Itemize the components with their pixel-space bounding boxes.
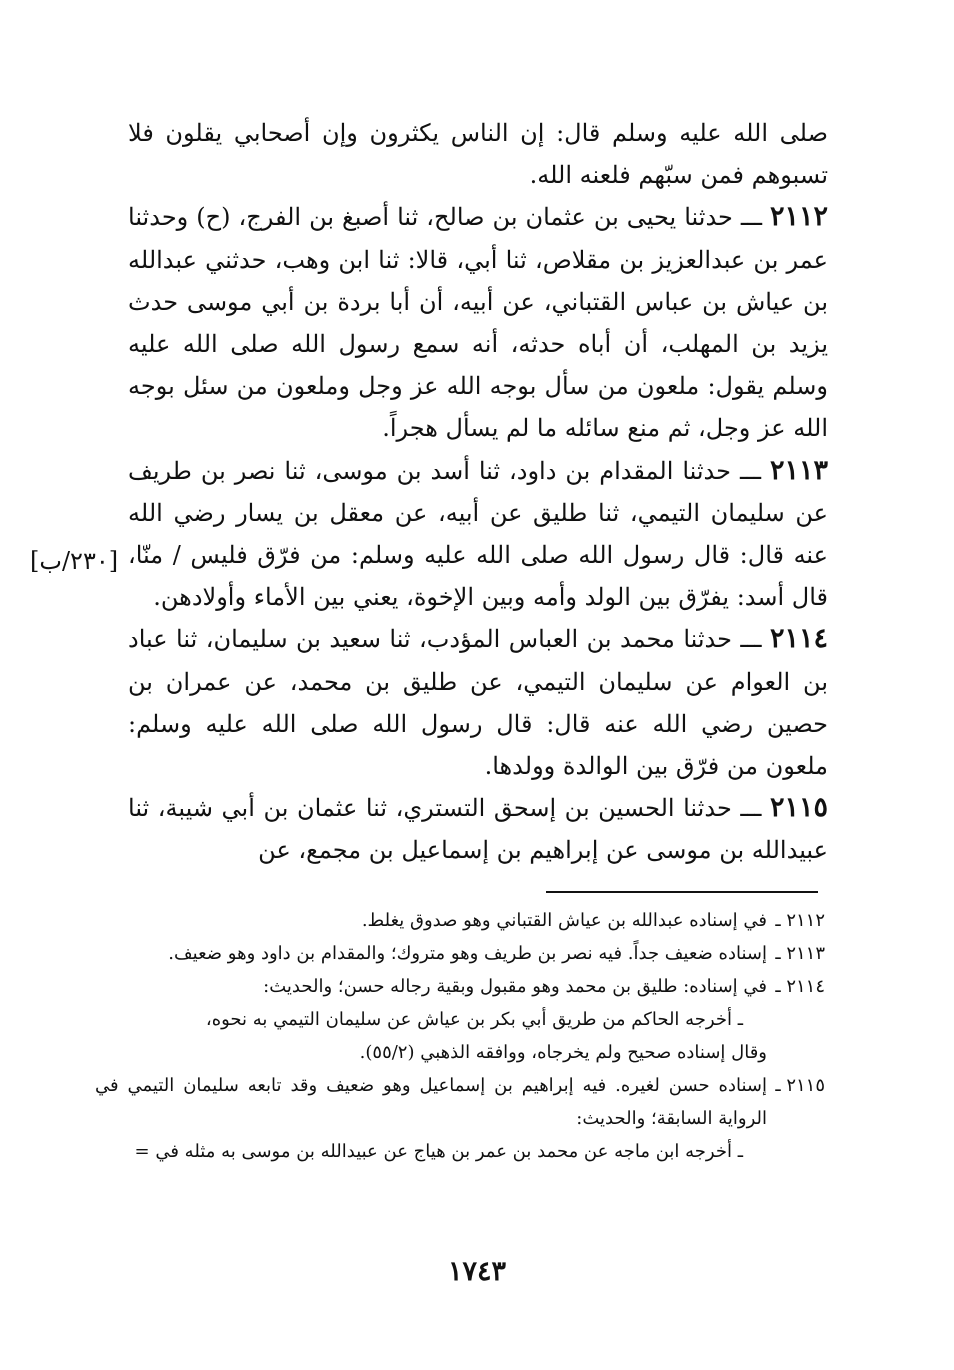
footnote-2113	[95, 937, 825, 970]
footnote-2112	[95, 904, 825, 937]
hadith-text: ـــ حدثنا المقدام بن داود، ثنا أسد بن موسى، ثنا نصر بن طريف عن سليمان التيمي، ثنا طليق عن أبيه، عن معقل بن يسار رضي الله عنه قال: قال رسول الله صلى الله عليه وسلم: من فرّق فليس / منّا، قال أسد: يفرّق بين الولد وأمه وبين الإخوة، يعني بين الأماء وأولادهن.	[128, 456, 828, 612]
footnote-number: ٢١١٥ ـ	[775, 1075, 825, 1096]
footnotes	[95, 904, 825, 1168]
hadith-text: ـــ حدثنا الحسين بن إسحق التستري، ثنا عثمان بن أبي شيبة، ثنا عبيدالله بن موسى عن إبراهيم بن إسماعيل بن مجمع، عن	[128, 794, 828, 865]
manuscript-folio-marker: [٢٣٠/ب]	[30, 547, 119, 575]
footnote-line: وقال إسناده صحيح ولم يخرجاه، ووافقه الذهبي (٥٥/٢).	[359, 1042, 767, 1063]
footnote-line: إسناده ضعيف جداً. فيه نصر بن طريف وهو متروك؛ والمقدام بن داود وهو ضعيف.	[168, 943, 767, 964]
footnote-number: ٢١١٢ ـ	[775, 910, 825, 931]
hadith-number: ٢١١٢	[769, 201, 828, 233]
hadith-2112	[128, 196, 828, 449]
paragraph-intro: صلى الله عليه وسلم قال: إن الناس يكثرون وإن أصحابي يقلون فلا تسبوهم فمن سبّهم فلعنه الله.	[128, 119, 828, 190]
footnote-line: في إسناده عبدالله بن عياش القتباني وهو صدوق يغلط.	[361, 910, 767, 931]
footnote-line: ـ أخرجه الحاكم من طريق أبي بكر بن عياش عن سليمان التيمي به نحوه،	[205, 1009, 743, 1030]
page-number: ١٧٤٣	[447, 1256, 506, 1287]
hadith-number: ٢١١٥	[769, 792, 828, 824]
hadith-text: ـــ حدثنا محمد بن العباس المؤدب، ثنا سعيد بن سليمان، ثنا عباد بن العوام عن سليمان التيمي، عن طليق بن محمد، عن عمران بن حصين رضي الله عنه قال: قال رسول الله صلى الله عليه وسلم: ملعون من فرّق بين الوالدة وولدها.	[128, 625, 828, 781]
footnote-number: ٢١١٣ ـ	[775, 943, 825, 964]
footnote-line: في إسناده: طليق بن محمد وهو مقبول وبقية رجاله حسن؛ والحديث:	[263, 976, 767, 997]
footnote-2115	[95, 1069, 825, 1168]
hadith-2115	[128, 787, 828, 871]
hadith-number: ٢١١٤	[769, 623, 828, 655]
hadith-2113	[128, 450, 828, 619]
footnote-body	[95, 970, 767, 1069]
footnote-line: إسناده حسن لغيره. فيه إبراهيم بن إسماعيل وهو ضعيف وقد تابعه سليمان التيمي في الرواية السابقة؛ والحديث:	[95, 1075, 767, 1129]
hadith-2114	[128, 618, 828, 787]
footnote-divider	[546, 891, 818, 893]
footnote-number: ٢١١٤ ـ	[775, 976, 825, 997]
footnote-body	[95, 937, 767, 970]
footnote-body	[95, 1069, 767, 1168]
hadith-text: ـــ حدثنا يحيى بن عثمان بن صالح، ثنا أصبغ بن الفرج، (ح) وحدثنا عمر بن عبدالعزيز بن مقلاص، ثنا أبي، قالا: ثنا ابن وهب، حدثني عبدالله بن عياش بن عباس القتباني، عن أبيه، أن أبا بردة بن أبي موسى حدث يزيد بن المهلب، أن أباه حدثه، أنه سمع رسول الله صلى الله عليه وسلم يقول: ملعون من سأل بوجه الله عز وجل وملعون من سئل بوجه الله عز وجل، ثم منع سائله ما لم يسأل هجراً.	[128, 203, 829, 443]
footnote-line: ـ أخرجه ابن ماجه عن محمد بن عمر بن هياج عن عبيدالله بن موسى به مثله في =	[134, 1141, 743, 1162]
hadith-number: ٢١١٣	[769, 454, 828, 486]
footnote-2114	[95, 970, 825, 1069]
footnote-body	[95, 904, 767, 937]
main-text	[128, 112, 828, 872]
